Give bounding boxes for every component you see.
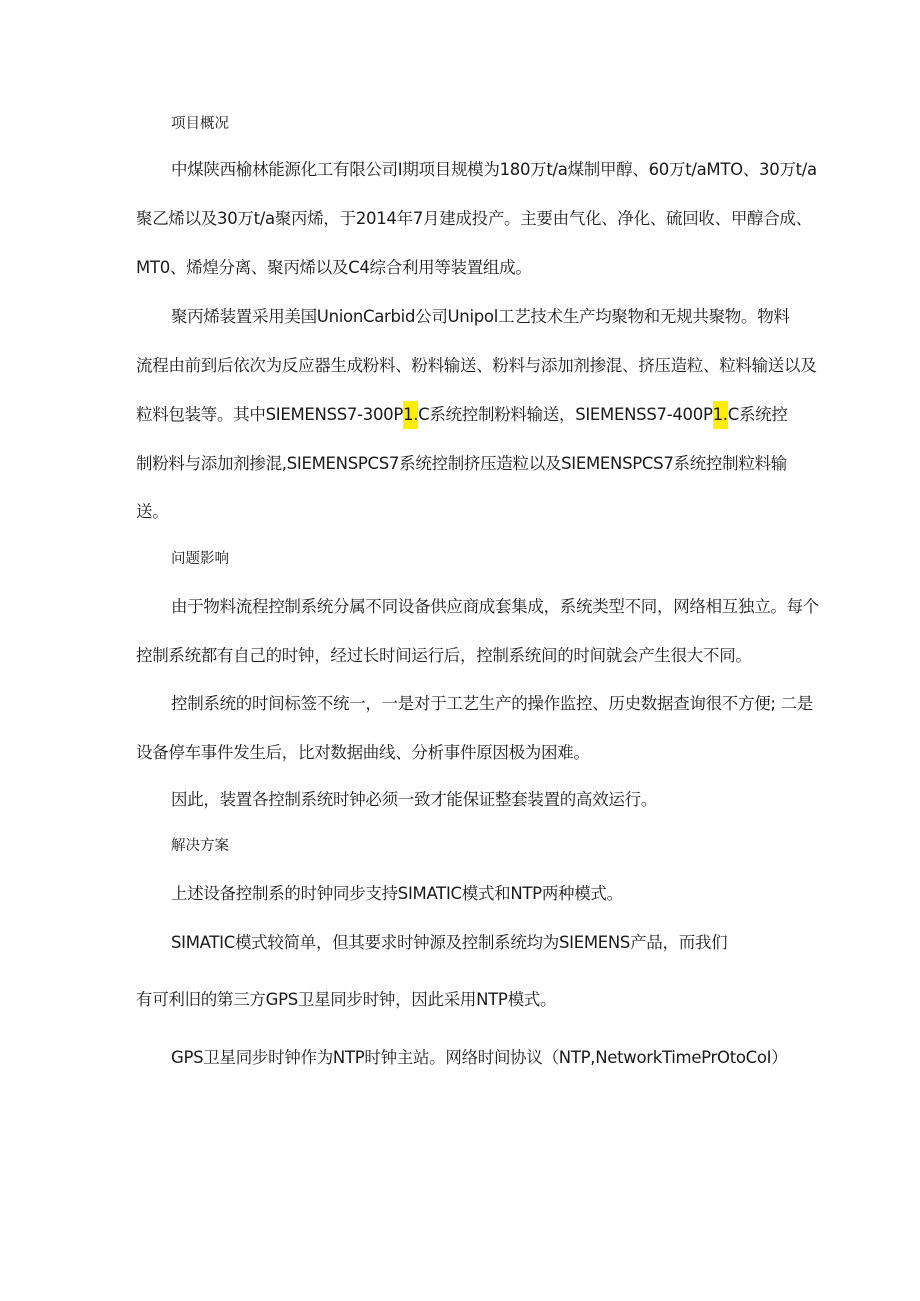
paragraph-line: 中煤陕西榆林能源化工有限公司Ⅰ期项目规模为180万t/a煤制甲醇、60万t/aMTO、30万t/a [171,160,817,179]
paragraph-line-with-highlights [136,403,788,427]
paragraph-line: 流程由前到后依次为反应器生成粉料、粉料输送、粉料与添加剂掺混、挤压造粒、粒料输送以及 [136,356,817,375]
paragraph-line: 因此，装置各控制系统时钟必须一致才能保证整套装置的高效运行。 [171,790,658,809]
paragraph-line: 聚丙烯装置采用美国UnionCarbid公司Unipol工艺技术生产均聚物和无规共聚物。物料 [171,307,790,326]
section-heading-impact: 问题影响 [171,551,229,567]
paragraph-line: GPS卫星同步时钟作为NTP时钟主站。网络时间协议（NTP,NetworkTimePrOtoCoI） [171,1048,788,1067]
paragraph-line: 制粉料与添加剂掺混,SIEMENSPCS7系统控制挤压造粒以及SIEMENSPCS7系统控制粒料输 [136,454,787,473]
paragraph-line: MT0、烯煌分离、聚丙烯以及C4综合利用等装置组成。 [136,258,532,277]
section-heading-solution: 解决方案 [171,838,229,854]
section-heading-overview: 项目概况 [171,116,229,132]
paragraph-line: 由于物料流程控制系统分属不同设备供应商成套集成，系统类型不同，网络相互独立。每个 [171,597,820,616]
paragraph-line: 上述设备控制系的时钟同步支持SIMATIC模式和NTP两种模式。 [171,884,623,903]
paragraph-line: 控制系统都有自己的时钟，经过长时间运行后，控制系统间的时间就会产生很大不同。 [136,646,752,665]
text-run: C系统控制粉料输送，SIEMENSS7-400P [418,405,713,424]
paragraph-line: 有可利旧的第三方GPS卫星同步时钟，因此采用NTP模式。 [136,990,557,1009]
paragraph-line: 设备停车事件发生后，比对数据曲线、分析事件原因极为困难。 [136,743,590,762]
paragraph-line: 送。 [136,502,169,521]
highlighted-text: 1. [713,401,728,429]
text-run: C系统控 [727,405,788,424]
highlighted-text: 1. [403,401,418,429]
paragraph-line: SIMATIC模式较简单，但其要求时钟源及控制系统均为SIEMENS产品，而我们 [171,933,728,952]
text-run: 粒料包装等。其中SIEMENSS7-300P [136,405,404,424]
paragraph-line: 聚乙烯以及30万t/a聚丙烯，于2014年7月建成投产。主要由气化、净化、硫回收、甲醇合成、 [136,209,812,228]
paragraph-line: 控制系统的时间标签不统一，一是对于工艺生产的操作监控、历史数据查询很不方便; 二是 [171,694,814,713]
